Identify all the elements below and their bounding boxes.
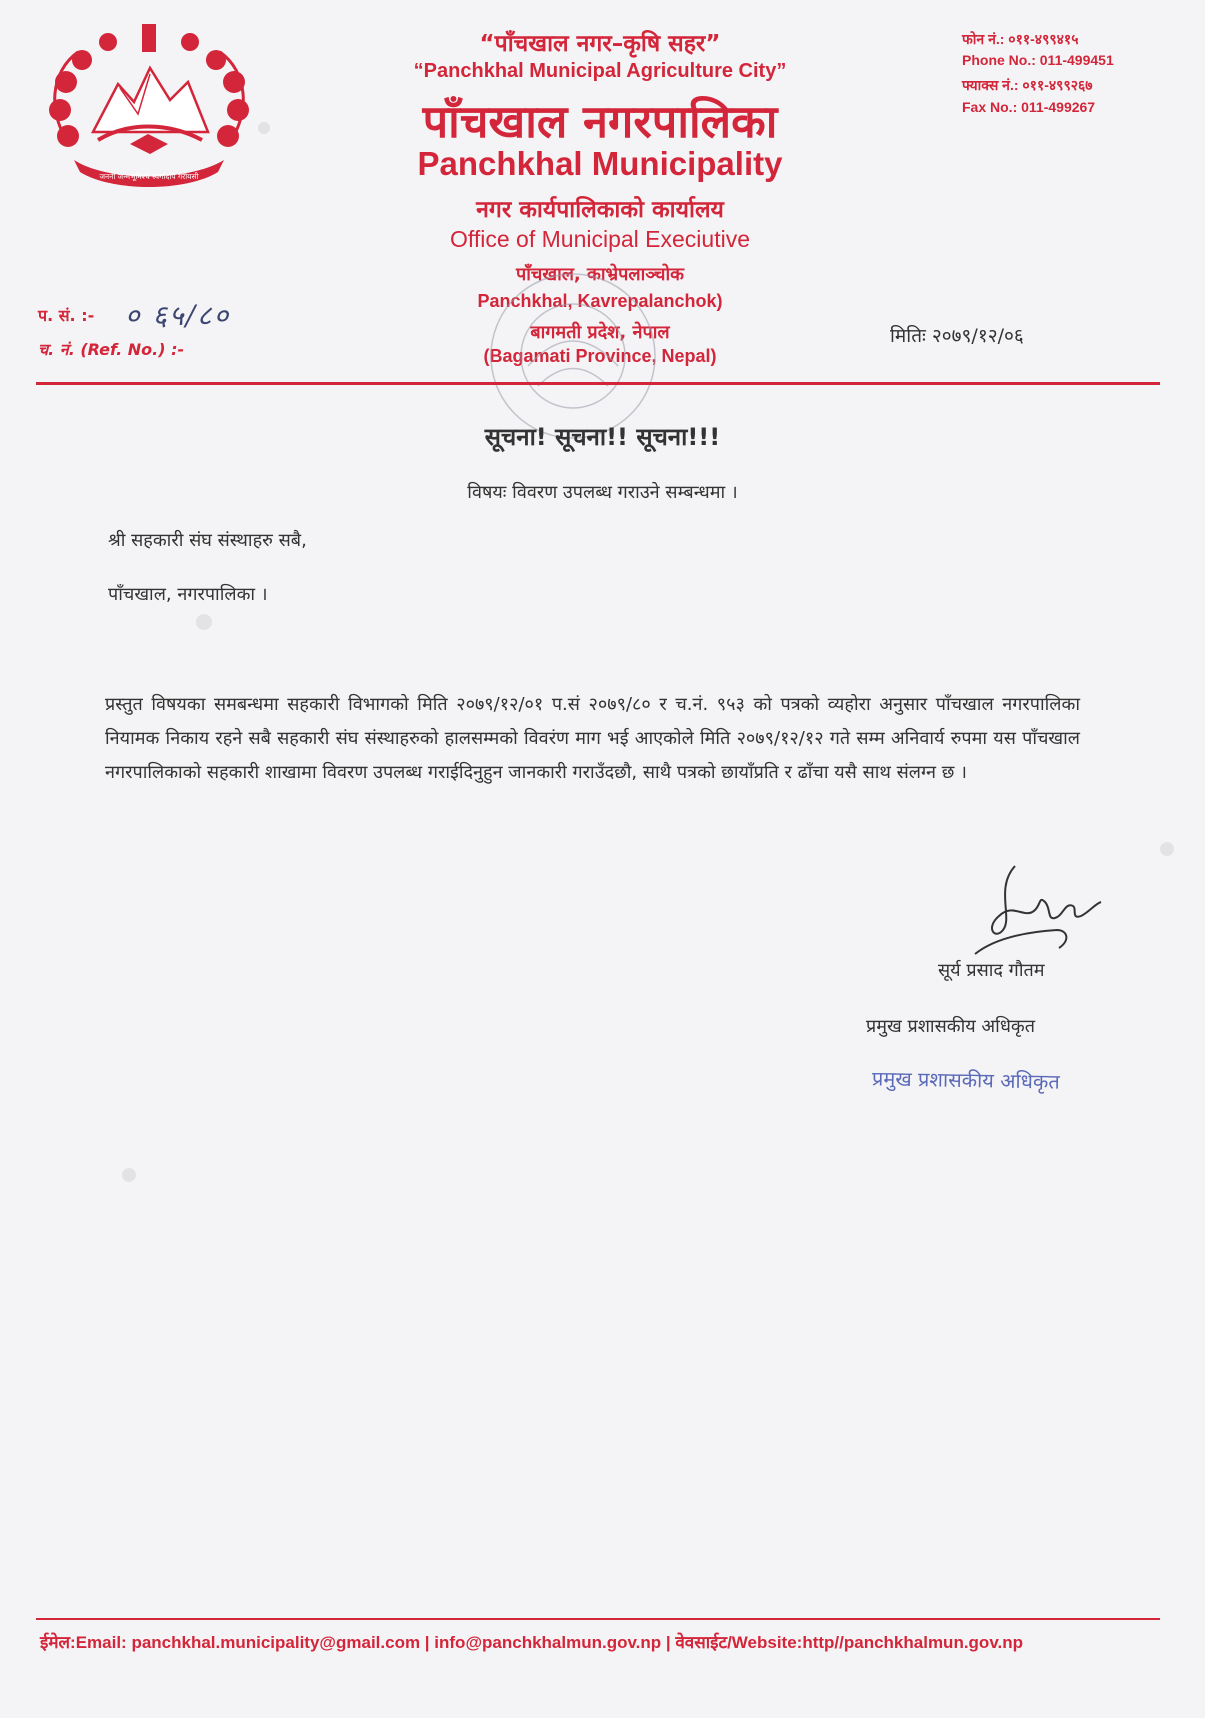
phone-english: Phone No.: 011-499451 (962, 52, 1114, 68)
slogan-english: “Panchkhal Municipal Agriculture City” (413, 60, 787, 82)
header-divider (36, 382, 1160, 385)
addressee-line1: श्री सहकारी संघ संस्थाहरु सबै, (108, 530, 307, 551)
signatory-name: सूर्य प्रसाद गौतम (938, 960, 1045, 981)
paper-speck (196, 614, 212, 630)
signatory-title: प्रमुख प्रशासकीय अधिकृत (866, 1016, 1035, 1037)
patra-sankhya-value: ० ६५/८० (125, 299, 231, 332)
office-name-english: Office of Municipal Execiutive (450, 226, 750, 252)
paper-speck (122, 1168, 136, 1182)
footer-divider (36, 1618, 1160, 1620)
letter-date: मितिः २०७९/१२/०६ (890, 325, 1024, 347)
nepal-emblem-icon (38, 22, 260, 190)
designation-stamp: प्रमुख प्रशासकीय अधिकृत (871, 1066, 1060, 1094)
address-line2-nepali: बागमती प्रदेश, नेपाल (530, 322, 670, 343)
fax-english: Fax No.: 011-499267 (962, 99, 1096, 115)
chalani-number-label: च. नं. (Ref. No.) :- (38, 340, 185, 359)
emblem-motto: जननी जन्मभूमिश्च स्वर्गादपि गरीयसी (99, 172, 199, 181)
patra-sankhya-label: प. सं. :- (38, 306, 95, 325)
phone-nepali: फोन नं.: ०११-४९९४१५ (962, 31, 1079, 47)
address-line1-english: Panchkhal, Kavrepalanchok) (477, 291, 723, 311)
addressee-line2: पाँचखाल, नगरपालिका । (108, 584, 268, 605)
notice-body: प्रस्तुत विषयका समबन्धमा सहकारी विभागको मिति २०७९/१२/०१ प.सं २०७९/८० र च.नं. ९५३ को पत्रको व्यहोरा अनुसार पाँचखाल नगरपालिका नियामक निकाय रहने सबै सहकारी संघ संस्थाहरुको हालसम्मको विवरंण माग भई आएकोले मिति २०७९/१२/१२ गते सम्म अनिवार्य रुपमा यस पाँचखाल नगरपालिकाको सहकारी शाखामा विवरण उपलब्ध गराईदिनुहुन जानकारी गराउँदछौ, साथै पत्रको छायाँप्रति र ढाँचा यसै साथ संलग्न छ । (105, 694, 1080, 783)
slogan-nepali: “पाँचखाल नगर–कृषि सहर” (479, 31, 721, 57)
address-line1-nepali: पाँचखाल, काभ्रेपलाञ्चोक (516, 264, 684, 285)
notice-title: सूचना! सूचना!! सूचना!!! (484, 423, 721, 451)
municipality-name-english: Panchkhal Municipality (417, 145, 783, 182)
paper-speck (1160, 842, 1174, 856)
notice-subject: विषयः विवरण उपलब्ध गराउने सम्बन्धमा । (467, 482, 738, 503)
address-line2-english: (Bagamati Province, Nepal) (483, 346, 717, 366)
municipality-name-nepali: पाँचखाल नगरपालिका (422, 95, 778, 148)
footer-contact: ईमेल:Email: panchkhal.municipality@gmail.com | info@panchkhalmun.gov.np | वेवसाईट/Website:http//panchkhalmun.gov.np (40, 1633, 1024, 1652)
fax-nepali: फ्याक्स नं.: ०११-४९९२६७ (962, 77, 1093, 93)
handwritten-signature-icon (955, 858, 1105, 958)
office-name-nepali: नगर कार्यपालिकाको कार्यालय (476, 197, 724, 223)
